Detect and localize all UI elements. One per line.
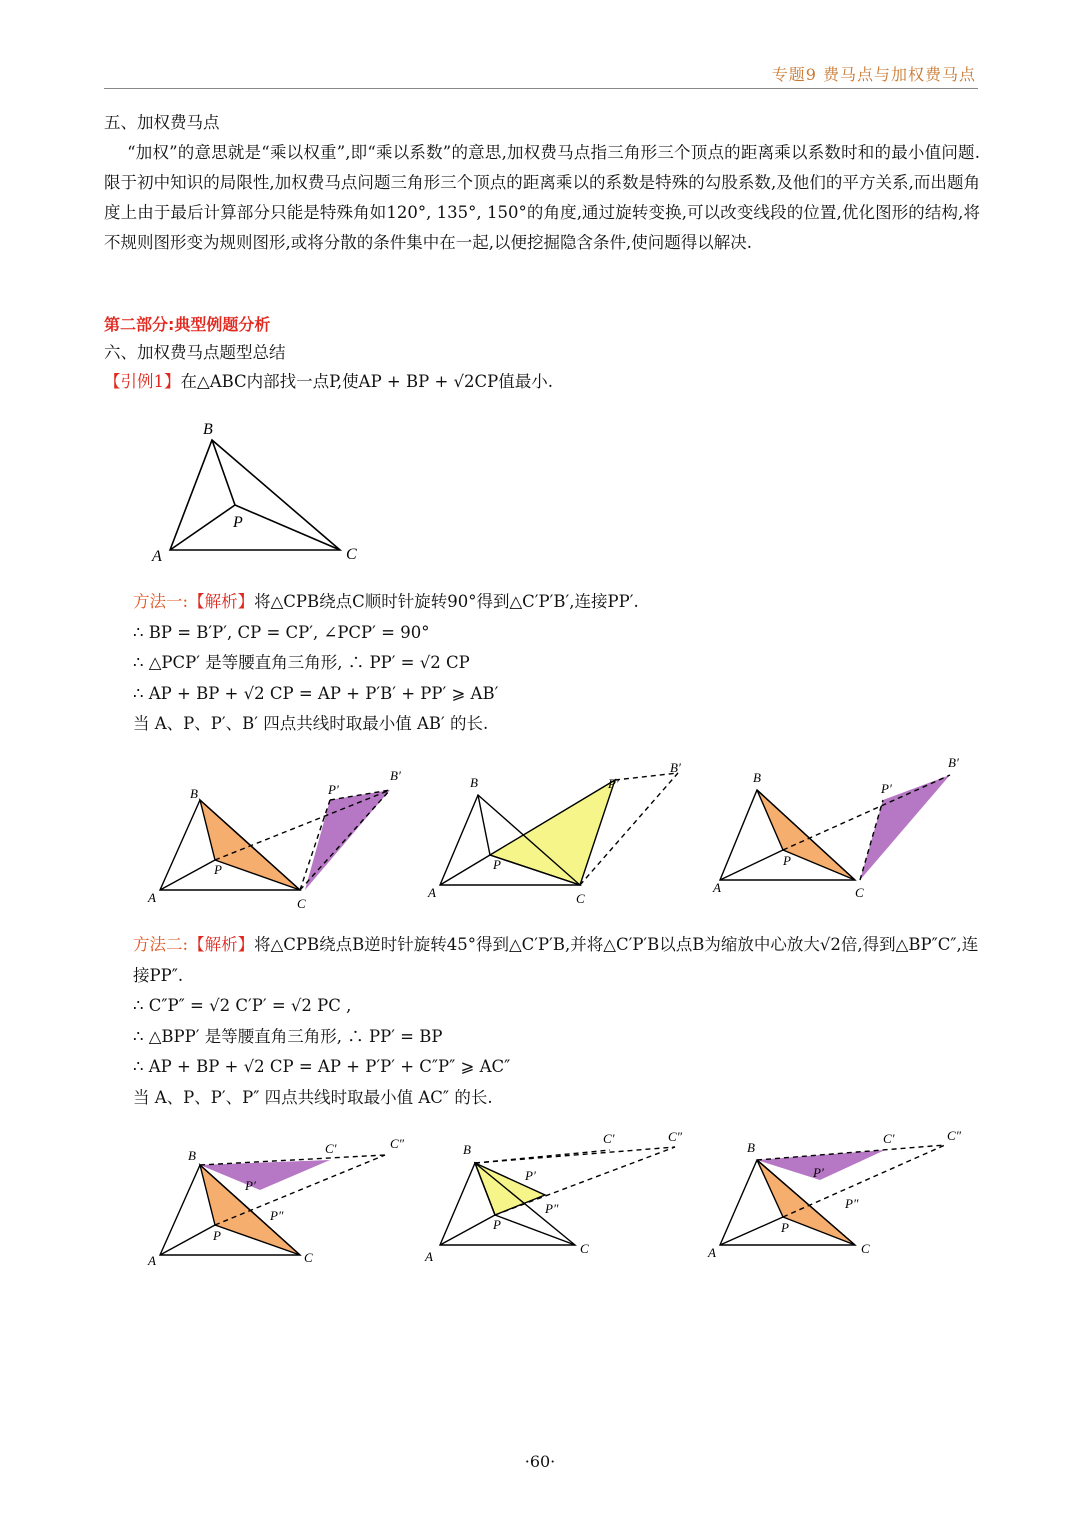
svg-text:C: C — [580, 1241, 589, 1256]
svg-text:B: B — [753, 770, 761, 785]
svg-text:A: A — [708, 1245, 716, 1260]
section-5-body: “加权”的意思就是“乘以权重”,即“乘以系数”的意思,加权费马点指三角形三个顶点的距离乘以系数时和的最小值问题. 限于初中知识的局限性,加权费马点问题三角形三个顶点的距离乘以的系数是特殊的勾股系数,及他们的平方关系,而出题角度上由于最后计算部分只能是特殊角如120°, 135°, 150°的角度,通过旋转变换,可以改变线段的位置,优化图形的结构,将不规则图形变为规则图形,或将分散的条件集中在一起,以便挖掘隐含条件,使问题得以解决. — [104, 143, 980, 252]
page-header — [104, 58, 978, 89]
method-1-label: 方法一: — [133, 592, 189, 611]
svg-text:C″: C″ — [947, 1128, 962, 1143]
svg-text:C: C — [861, 1241, 870, 1256]
svg-text:A: A — [148, 890, 156, 905]
svg-text:P: P — [493, 1217, 501, 1232]
section-5 — [104, 108, 980, 258]
label-b: B — [203, 421, 213, 438]
method-1-figure-1 — [140, 760, 420, 920]
svg-text:C: C — [297, 896, 306, 911]
svg-text:P: P — [493, 857, 501, 872]
method-1-figure-3 — [705, 755, 985, 915]
method-1-tag: 【解析】 — [188, 592, 255, 611]
method-1-line-1: 方法一:【解析】将△CPB绕点C顺时针旋转90°得到△C′P′B′,连接PP′. — [133, 592, 639, 611]
method-2-line-2: ∴ C″P″ = √2 C′P′ = √2 PC , — [133, 996, 352, 1015]
svg-text:P′: P′ — [525, 1168, 536, 1183]
svg-text:B′: B′ — [670, 760, 681, 775]
svg-text:P′: P′ — [328, 782, 339, 797]
label-c: C — [346, 546, 357, 563]
svg-text:C′: C′ — [603, 1131, 615, 1146]
header-title: 专题9 费马点与加权费马点 — [771, 65, 976, 84]
method-2-line-5: 当 A、P、P′、P″ 四点共线时取最小值 AC″ 的长. — [133, 1087, 493, 1107]
svg-text:B′: B′ — [948, 755, 959, 770]
svg-text:A: A — [148, 1253, 156, 1268]
method-2-line-1: 方法二:【解析】将△CPB绕点B逆时针旋转45°得到△C′P′B,并将△C′P′B以点B为缩放中心放大√2倍,得到△BP″C″,连接PP″. — [133, 935, 979, 985]
method-1-line-4: ∴ AP + BP + √2 CP = AP + P′B′ + PP′ ⩾ AB′ — [133, 683, 499, 703]
svg-text:P″: P″ — [545, 1201, 559, 1216]
svg-text:B′: B′ — [390, 768, 401, 783]
svg-text:C′: C′ — [325, 1141, 337, 1156]
method-2 — [133, 930, 983, 1113]
svg-text:P″: P″ — [845, 1196, 859, 1211]
method-1-line-2: ∴ BP = B′P′, CP = CP′, ∠PCP′ = 90° — [133, 622, 430, 642]
svg-text:B: B — [747, 1140, 755, 1155]
method-2-figure-1 — [140, 1130, 420, 1280]
svg-text:P″: P″ — [270, 1208, 284, 1223]
svg-text:P′: P′ — [608, 776, 619, 791]
section-6-heading: 六、加权费马点题型总结 — [104, 343, 286, 362]
svg-text:B: B — [463, 1142, 471, 1157]
part-2-title: 第二部分:典型例题分析 — [104, 315, 271, 334]
svg-text:P′: P′ — [881, 781, 892, 796]
svg-text:P′: P′ — [813, 1165, 824, 1180]
label-a: A — [152, 548, 162, 565]
svg-text:C: C — [855, 885, 864, 900]
svg-text:C: C — [576, 891, 585, 906]
svg-text:C: C — [304, 1250, 313, 1265]
method-1 — [133, 587, 983, 740]
method-1-line-3: ∴ △PCP′ 是等腰直角三角形, ∴ PP′ = √2 CP — [133, 653, 470, 672]
section-5-heading: 五、加权费马点 — [104, 113, 220, 132]
svg-text:P: P — [213, 1228, 221, 1243]
svg-text:C″: C″ — [668, 1129, 683, 1144]
method-2-line-3: ∴ △BPP′ 是等腰直角三角形, ∴ PP′ = BP — [133, 1026, 443, 1046]
svg-text:A: A — [425, 1249, 433, 1264]
method-2-line-4: ∴ AP + BP + √2 CP = AP + P′P′ + C″P″ ⩾ AC″ — [133, 1057, 511, 1076]
svg-text:B: B — [190, 786, 198, 801]
method-2-figure-3 — [705, 1125, 985, 1275]
svg-text:B: B — [188, 1148, 196, 1163]
svg-text:P: P — [783, 853, 791, 868]
label-p: P — [233, 514, 243, 531]
example-1 — [104, 367, 980, 397]
method-1-line-5: 当 A、P、P′、B′ 四点共线时取最小值 AB′ 的长. — [133, 714, 489, 733]
method-2-label: 方法二: — [133, 935, 189, 954]
svg-text:C′: C′ — [883, 1131, 895, 1146]
svg-text:A: A — [428, 885, 436, 900]
svg-text:P: P — [781, 1220, 789, 1235]
svg-text:P′: P′ — [245, 1178, 256, 1193]
method-1-figure-2 — [420, 755, 700, 915]
method-2-figure-2 — [420, 1125, 700, 1275]
example-tag: 【引例1】 — [104, 372, 181, 391]
svg-text:B: B — [470, 775, 478, 790]
figure-triangle-abc — [140, 415, 380, 575]
svg-text:P: P — [214, 862, 222, 877]
example-text: 在△ABC内部找一点P,使AP + BP + √2CP值最小. — [180, 372, 554, 391]
svg-text:A: A — [713, 880, 721, 895]
svg-text:C″: C″ — [390, 1136, 405, 1151]
method-2-tag: 【解析】 — [188, 935, 255, 954]
page-number: ·60· — [524, 1452, 556, 1471]
